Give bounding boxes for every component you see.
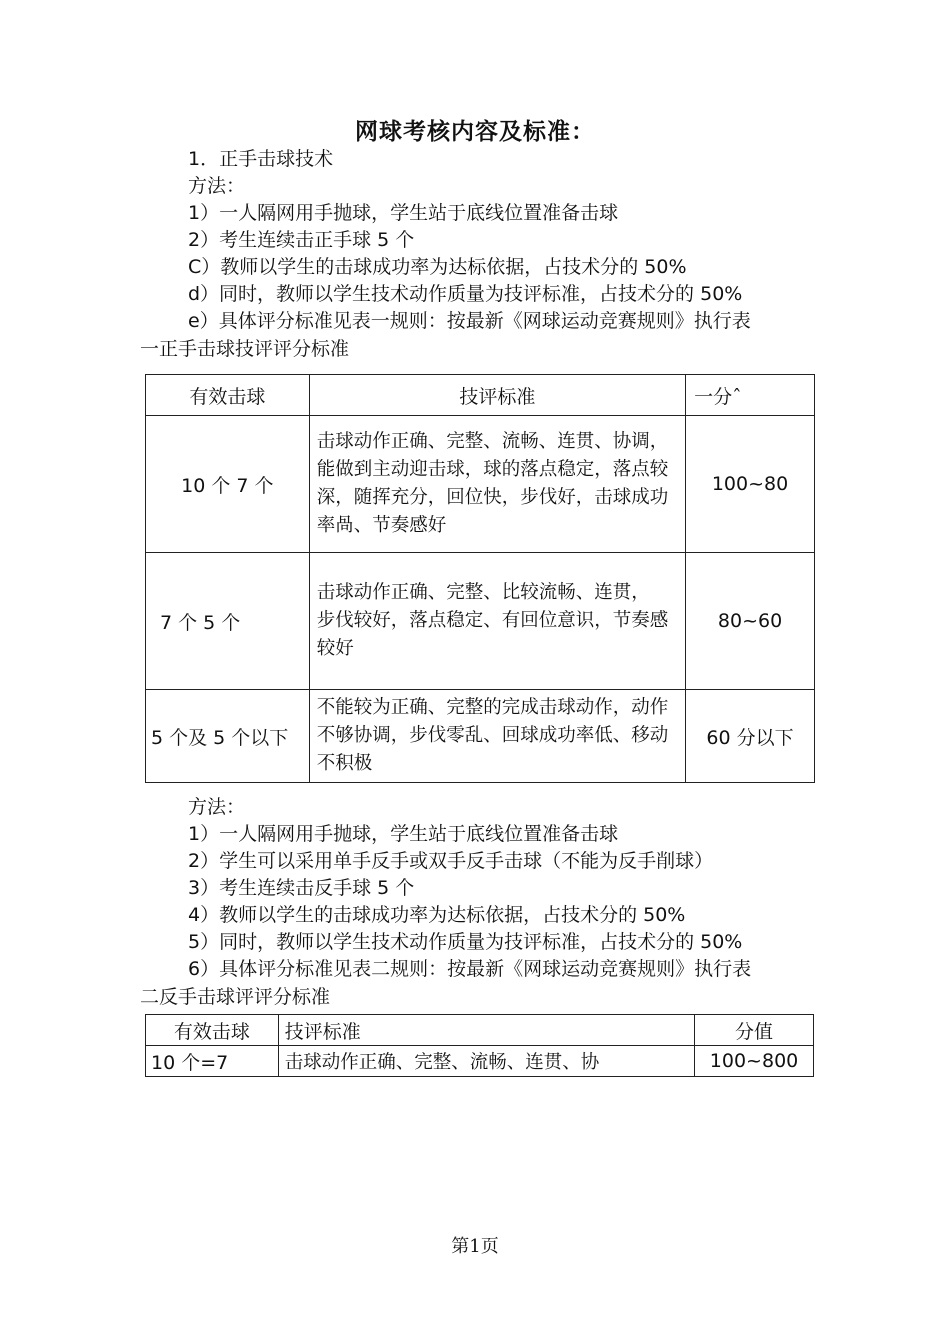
table1-row3-criteria: 不能较为正确、完整的完成击球动作，动作不够协调，步伐零乱、回球成功率低、移动不积极: [309, 690, 685, 783]
table1-row2-criteria: 击球动作正确、完整、比较流畅、连贯，: [316, 582, 650, 603]
section1-item-4: d）同时，教师以学生技术动作质量为技评标准，占技术分的 50%: [188, 283, 743, 305]
backhand-scoring-table: [145, 1014, 814, 1077]
section1-item-5: e）具体评分标准见表一规则：按最新《网球运动竞赛规则》执行表: [188, 310, 751, 332]
table1-row2-hits: 7 个 5 个: [146, 553, 310, 690]
table2-header-criteria: 技评标准: [278, 1015, 694, 1046]
section1-item-2: 2）考生连续击正手球 5 个: [188, 229, 415, 251]
section2-item-2: 2）学生可以采用单手反手或双手反手击球（不能为反手削球）: [188, 850, 714, 872]
table-row: [146, 416, 815, 553]
table2-header-hits: 有效击球: [146, 1015, 279, 1046]
section1-item-3: C）教师以学生的击球成功率为达标依据，占技术分的 50%: [188, 256, 687, 278]
table2-row1-hits: 10 个=7: [146, 1046, 279, 1077]
section2-item-1: 1）一人隔网用手抛球，学生站于底线位置准备击球: [188, 823, 619, 845]
table2-row1-criteria: 击球动作正确、完整、流畅、连贯、协: [278, 1046, 694, 1077]
table1-row2-score: 80~60: [686, 553, 815, 690]
table-row: [146, 690, 815, 783]
page-number: 第1页: [451, 1236, 499, 1257]
table2-row1-score: 100~800: [695, 1046, 814, 1077]
table1-row2-criteria-cell: [309, 553, 685, 690]
table1-row2-criteria-cont: 步伐较好，落点稳定、有回位意识，节奏感较好: [316, 610, 669, 659]
table1-header-hits: 有效击球: [146, 375, 310, 416]
table-row: [146, 553, 815, 690]
section2-method-label: 方法：: [188, 796, 246, 818]
section1-method-label: 方法：: [188, 175, 246, 197]
section1-item-1: 1）一人隔网用手抛球，学生站于底线位置准备击球: [188, 202, 619, 224]
section2-item-4: 4）教师以学生的击球成功率为达标依据，占技术分的 50%: [188, 904, 686, 926]
table-row: [146, 1046, 814, 1077]
section2-item-6: 6）具体评分标准见表二规则：按最新《网球运动竞赛规则》执行表: [188, 958, 752, 980]
section1-heading: 1．正手击球技术: [188, 148, 334, 170]
forehand-scoring-table: [145, 374, 815, 783]
table2-header-score: 分值: [695, 1015, 814, 1046]
table1-row1-hits: 10 个 7 个: [146, 416, 310, 553]
table2-caption: 二反手击球评评分标准: [140, 986, 331, 1008]
table1-row1-score: 100~80: [686, 416, 815, 553]
table1-header-score: 一分ˆ: [686, 375, 815, 416]
table1-row3-hits: 5 个及 5 个以下: [146, 690, 310, 783]
section2-item-5: 5）同时，教师以学生技术动作质量为技评标准，占技术分的 50%: [188, 931, 743, 953]
section2-item-3: 3）考生连续击反手球 5 个: [188, 877, 415, 899]
table1-row3-score: 60 分以下: [686, 690, 815, 783]
table1-row1-criteria: 击球动作正确、完整、流畅、连贯、协调，能做到主动迎击球，球的落点稳定，落点较深，随挥充分，回位快，步伐好，击球成功率咼、节奏感好: [309, 416, 685, 553]
page-title: 网球考核内容及标准：: [355, 119, 595, 145]
table1-caption: 一正手击球技评评分标准: [140, 338, 350, 360]
table1-header-criteria: 技评标准: [309, 375, 685, 416]
